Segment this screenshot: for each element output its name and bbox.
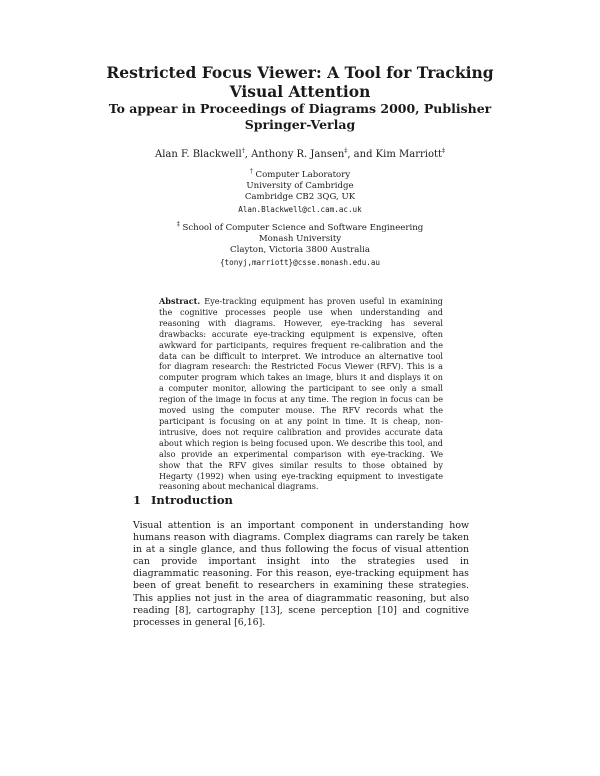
affiliation-dept: Computer Laboratory (255, 170, 351, 180)
subtitle-line-1: To appear in Proceedings of Diagrams 2000, Publisher (108, 101, 492, 116)
section-number: 1 (133, 493, 142, 507)
affiliation-monash (60, 223, 540, 268)
paper-title (60, 63, 540, 101)
author-1-mark: † (241, 147, 245, 155)
author-2-mark: ‡ (344, 147, 348, 155)
affiliation-email: Alan.Blackwell@cl.cam.ac.uk (238, 204, 362, 214)
affiliation-address: Clayton, Victoria 3800 Australia (230, 245, 370, 256)
author-2: Anthony R. Jansen (251, 149, 345, 160)
affiliation-institution: University of Cambridge (246, 181, 354, 192)
abstract-text: Eye-tracking equipment has proven useful in examining the cognitive processes people use when understanding and reasoning with diagrams. However, eye-tracking has several drawbacks: accurate eye-tracking equipment is expensive, often awkward for participants, requires frequent re-calibration and the data can be difficult to interpret. We introduce an alternative tool for diagram research: the Restricted Focus Viewer (RFV). This is a computer program which takes an image, blurs it and displays it on a computer monitor, allowing the participant to see only a small region of the image in focus at any time. The region in focus can be moved using the computer mouse. The RFV records what the participant is focusing on at any point in time. It is cheap, non-intrusive, does not require calibration and provides accurate data about which region is being focused upon. We describe this tool, and also provide an experimental comparison with eye-tracking. We show that the RFV gives similar results to those obtained by Hegarty (1992) when using eye-tracking equipment to investigate reasoning about mechanical diagrams. (159, 296, 443, 492)
abstract-label: Abstract. (159, 296, 201, 306)
author-separator: , and (347, 149, 376, 160)
affiliation-institution: Monash University (258, 234, 342, 245)
affiliation-line (60, 170, 540, 181)
author-separator: , (244, 149, 252, 160)
section-title: Introduction (151, 493, 233, 507)
affiliation-email: {tonyj,marriott}@csse.monash.edu.au (219, 257, 380, 267)
abstract (159, 296, 443, 492)
affiliation-line (60, 223, 540, 234)
author-3: Kim Marriott (375, 149, 443, 160)
affiliation-mark: † (249, 168, 253, 176)
affiliation-mark: ‡ (176, 221, 180, 229)
paper-subtitle (60, 101, 540, 133)
author-list (60, 149, 540, 161)
author-3-mark: ‡ (442, 147, 446, 155)
author-1: Alan F. Blackwell (154, 149, 242, 160)
subtitle-line-2: Springer-Verlag (244, 117, 356, 132)
section-heading (133, 493, 233, 507)
title-line-2: Visual Attention (229, 82, 371, 101)
title-line-1: Restricted Focus Viewer: A Tool for Tracking (106, 63, 494, 82)
affiliation-cambridge (60, 170, 540, 215)
intro-paragraph: Visual attention is an important component in understanding how humans reason with diagrams. Complex diagrams can rarely be taken in at a single glance, and thus following the focus of visual attention can provide important insight into the strategies used in diagrammatic reasoning. For this reason, eye-tracking equipment has been of great benefit to researchers in examining these strategies. This applies not just in the area of diagrammatic reasoning, but also reading [8], cartography [13], scene perception [10] and cognitive processes in general [6,16]. (133, 520, 469, 628)
affiliation-dept: School of Computer Science and Software Engineering (182, 223, 424, 233)
affiliation-address: Cambridge CB2 3QG, UK (244, 192, 356, 203)
